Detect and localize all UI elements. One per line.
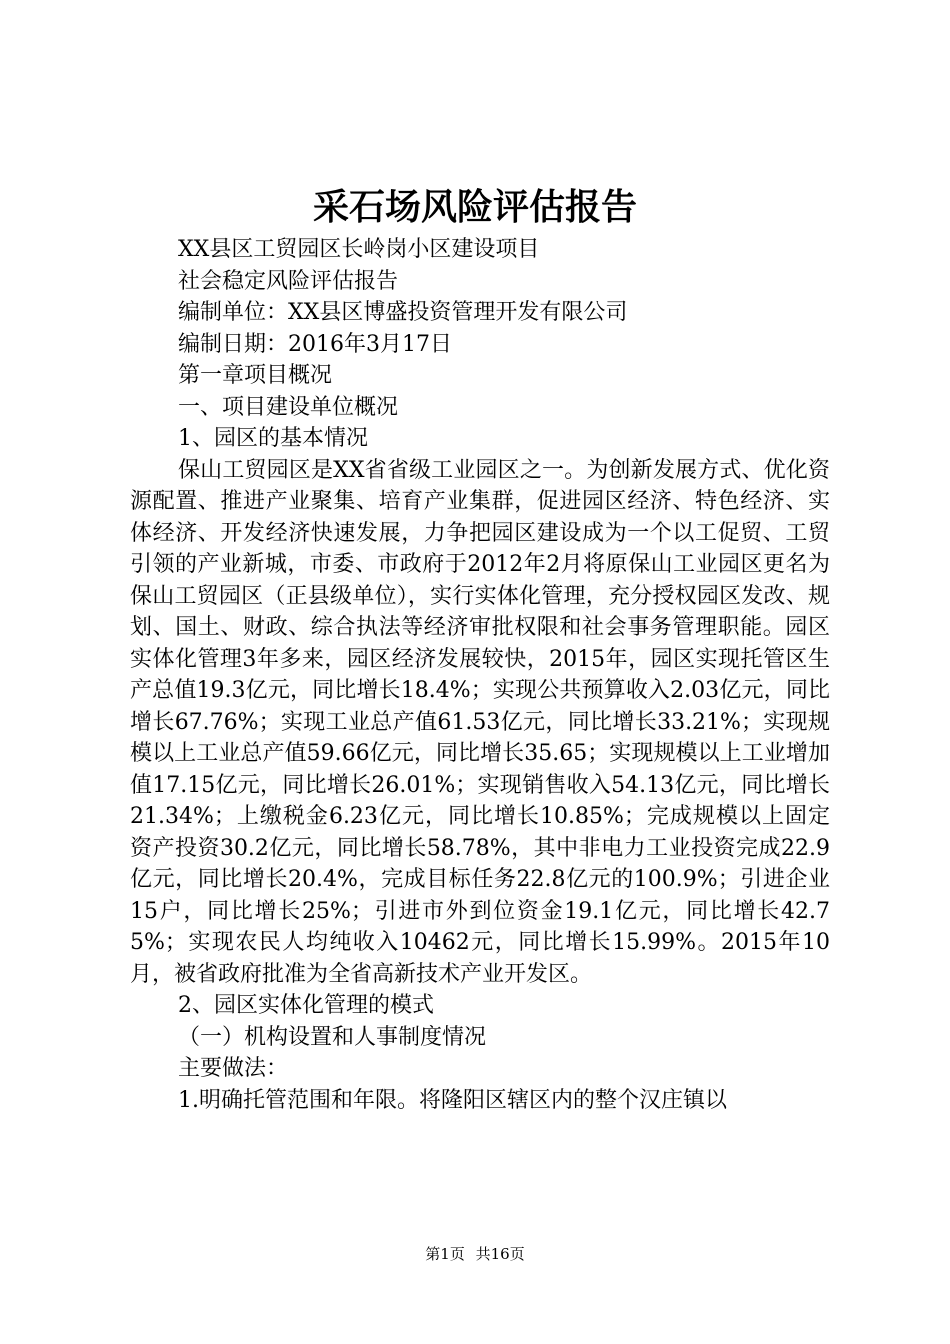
report-type-line: 社会稳定风险评估报告 bbox=[178, 268, 399, 294]
body-paragraph: 保山工贸园区是XX省省级工业园区之一。为创新发展方式、优化资源配置、推进产业聚集、培育产业集群，促进园区经济、特色经济、实体经济、开发经济快速发展，力争把园区建设成为一个以工促贸、工贸引领的产业新城，市委、市政府于2012年2月将原保山工业园区更名为保山工贸园区（正县级单位），实行实体化管理，充分授权园区发改、规划、国土、财政、综合执法等经济审批权限和社会事务管理职能。园区实体化管理3年多来，园区经济发展较快，2015年，园区实现托管区生产总值19.3亿元，同比增长18.4%；实现公共预算收入2.03亿元，同比增长67.76%；实现工业总产值61.53亿元，同比增长33.21%；实现规模以上工业总产值59.66亿元，同比增长35.65；实现规模以上工业增加值17.15亿元，同比增长26.01%；实现销售收入54.13亿元，同比增长21.34%；上缴税金6.23亿元，同比增长10.85%；完成规模以上固定资产投资30.2亿元，同比增长58.78%，其中非电力工业投资完成22.9亿元，同比增长20.4%，完成目标任务22.8亿元的100.9%；引进企业15户，同比增长25%；引进市外到位资金19.1亿元，同比增长42.75%；实现农民人均纯收入10462元，同比增长15.99%。2015年10月，被省政府批准为全省高新技术产业开发区。 bbox=[130, 457, 830, 987]
chapter-heading: 第一章项目概况 bbox=[178, 363, 333, 388]
page-footer bbox=[0, 1244, 950, 1264]
document-title: 采石场风险评估报告 bbox=[312, 186, 637, 228]
main-practices-label: 主要做法： bbox=[178, 1056, 289, 1081]
date-line: 编制日期：2016年3月17日 bbox=[178, 331, 452, 357]
document-body bbox=[130, 234, 830, 1116]
subsection-heading-2: 2、园区实体化管理的模式 bbox=[178, 993, 434, 1018]
page-total: 共16页 bbox=[475, 1245, 525, 1263]
page-number: 第1页 bbox=[425, 1245, 465, 1263]
practice-item-1: 1.明确托管范围和年限。将隆阳区辖区内的整个汉庄镇以 bbox=[178, 1087, 727, 1113]
project-name-line: XX县区工贸园区长岭岗小区建设项目 bbox=[178, 237, 540, 262]
subsection-heading: 1、园区的基本情况 bbox=[178, 426, 368, 451]
item-heading: （一）机构设置和人事制度情况 bbox=[178, 1024, 487, 1050]
section-heading: 一、项目建设单位概况 bbox=[178, 394, 399, 420]
compiler-line: 编制单位：XX县区博盛投资管理开发有限公司 bbox=[178, 300, 628, 325]
